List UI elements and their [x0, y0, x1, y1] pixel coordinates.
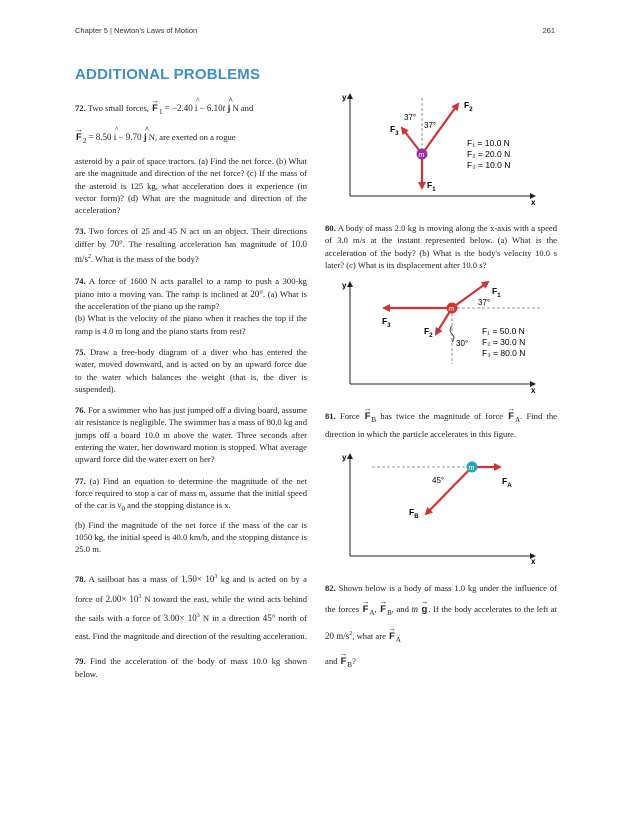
- force-value-2: F₂ = 30.0 N: [482, 337, 526, 347]
- force-value-1: F₁ = 10.0 N: [467, 138, 510, 148]
- problem-number: 72.: [75, 103, 86, 113]
- label-f2: $F_2$: [424, 326, 433, 339]
- label-f3: $F_3$: [382, 316, 391, 329]
- svg-text:m: m: [418, 152, 425, 159]
- problem-number: 76.: [75, 405, 86, 416]
- label-fb: $F_B$: [409, 507, 419, 520]
- y-axis-label: y: [342, 281, 347, 290]
- problem-number: 77.: [75, 475, 86, 486]
- section-title: ADDITIONAL PROBLEMS: [75, 66, 261, 83]
- force-value-2: F₂ = 20.0 N: [467, 149, 511, 159]
- page-number: 261: [542, 26, 555, 35]
- force-vector-f1: → F: [151, 96, 159, 121]
- label-f1: $F_1$: [427, 180, 436, 193]
- problem-75: 75. Draw a free-body diagram of a diver who has entered the water, moved downward, and is acted on by an upward force due to the water which balances the weight (that is, the diver is suspended).: [75, 346, 307, 394]
- figure-problem-79: [330, 88, 562, 206]
- unit-vector-j: ^ j: [227, 96, 230, 121]
- angle-label: 45°: [432, 476, 445, 485]
- problem-number: 81.: [325, 411, 336, 421]
- problem-73: 73. Two forces of 25 and 45 N act on an object. Their directions differ by 70°. The resulting acceleration has magnitude of 10.0 $m/s^2$. What is the mass of the body?: [75, 226, 307, 265]
- left-column: [75, 96, 307, 680]
- problem-76: 76. For a swimmer who has just jumped off a diving board, assume air resistance is negligible. The swimmer has a mass of 80.0 kg and jumps off a board 10.0 m above the water. Three seconds after entering the water, her downward motion is stopped. What average upward force did the water exert on her?: [75, 405, 307, 465]
- force-arrow-fb: [426, 467, 472, 514]
- force-value-3: F₃ = 10.0 N: [467, 160, 511, 170]
- problem-77: 77. (a) Find an equation to determine the magnitude of the net force required to stop a car of mass m, assume that the initial speed of the car is $v_0$ and the stopping distance is x.: [75, 475, 307, 514]
- problem-number: 78.: [75, 574, 86, 585]
- angle-label: 30°: [456, 339, 469, 348]
- problem-79: 79. Find the acceleration of the body of mass 10.0 kg shown below.: [75, 656, 307, 679]
- y-axis-label: y: [342, 453, 347, 462]
- x-axis-label: x: [531, 198, 536, 206]
- problem-number: 73.: [75, 226, 86, 237]
- problem-78: 78. A sailboat has a mass of $1.50\times 10^3$ kg and is acted on by a force of $2.00\times 10^3$ N toward the east, while the wind acts behind the sails with a force of $3.00\times 10^3$ N in a direction 45° north of east. Find the magnitude and direction of the resulting acceleration.: [75, 574, 308, 641]
- label-fa: $F_A$: [502, 476, 512, 489]
- problem-77-b: (b) Find the magnitude of the net force if the mass of the car is 1050 kg, the initial speed is 40.0 km/h, and the stopping distance is 25.0 m.: [75, 519, 307, 555]
- problem-74: 74. A force of 1600 N acts parallel to a ramp to push a 300-kg piano into a moving van. The ramp is inclined at 20°. (a) What is the acceleration of the piano up the ramp?: [75, 276, 307, 312]
- angle-label: 37°: [424, 121, 437, 130]
- force-value-3: F₃ = 80.0 N: [482, 348, 526, 358]
- label-f2: $F_2$: [464, 100, 473, 113]
- problem-number: 79.: [75, 656, 86, 667]
- problem-72: 72. Two small forces, → $F_1 = -2.40$ ^ i − 6.10t ^ j N and → $F_2 = 8.50$ ^ i − 9.70 ^ j N, are exerted on a rogue: [75, 96, 307, 154]
- force-value-1: F₁ = 50.0 N: [482, 326, 525, 336]
- problem-81: 81. Force → $F_B$ has twice the magnitude of force → $F_A$. Find the direction in which the particle accelerates in this figure.: [325, 410, 557, 441]
- angle-label: 37°: [404, 113, 417, 122]
- x-axis-label: x: [531, 386, 536, 394]
- problem-number: 80.: [325, 223, 336, 233]
- figure-problem-80: [330, 276, 562, 394]
- problem-72-body: asteroid by a pair of space tractors. (a) Find the net force. (b) What are the magnitude and direction of the net force? (c) If the mass of the asteroid is 125 kg, what acceleration does it experience (in vector form)? (d) What are the magnitude and direction of the acceleration?: [75, 156, 307, 216]
- x-axis-label: x: [531, 557, 536, 566]
- svg-text:m: m: [468, 465, 475, 472]
- force-vector-f2: → F: [75, 125, 83, 150]
- unit-vector-i: ^ i: [195, 96, 198, 121]
- y-axis-label: y: [342, 93, 347, 102]
- problem-82: 82. Shown below is a body of mass 1.0 kg under the influence of the forces → $F_A$, → $F_B$, and m → g. If the body accelerates to the left at 20 $m/s^2$, what are → $F_A$ and → $F_B$?: [325, 578, 557, 676]
- problem-number: 74.: [75, 276, 86, 287]
- unit-vector-j: ^ j: [144, 125, 147, 150]
- problem-80: 80. A body of mass 2.0 kg is moving along the x-axis with a speed of 3.0 m/s at the instant represented below. (a) What is the acceleration of the body? (b) What is the body's velocity 10.0 s later? (c) What is its displacement after 10.0 s?: [325, 223, 557, 270]
- running-header: Chapter 5 | Newton's Laws of Motion: [75, 26, 198, 35]
- problem-number: 75.: [75, 346, 86, 357]
- unit-vector-i: ^ i: [114, 125, 117, 150]
- label-f1: $F_1$: [492, 286, 501, 299]
- figure-problem-81: [330, 450, 562, 566]
- problem-number: 82.: [325, 583, 336, 593]
- svg-text:m: m: [448, 306, 455, 313]
- label-f3: $F_3$: [390, 124, 399, 137]
- problem-74-b: (b) What is the velocity of the piano when it reaches the top if the ramp is 4.0 m long and the piano starts from rest?: [75, 313, 307, 336]
- angle-label: 37°: [478, 298, 491, 307]
